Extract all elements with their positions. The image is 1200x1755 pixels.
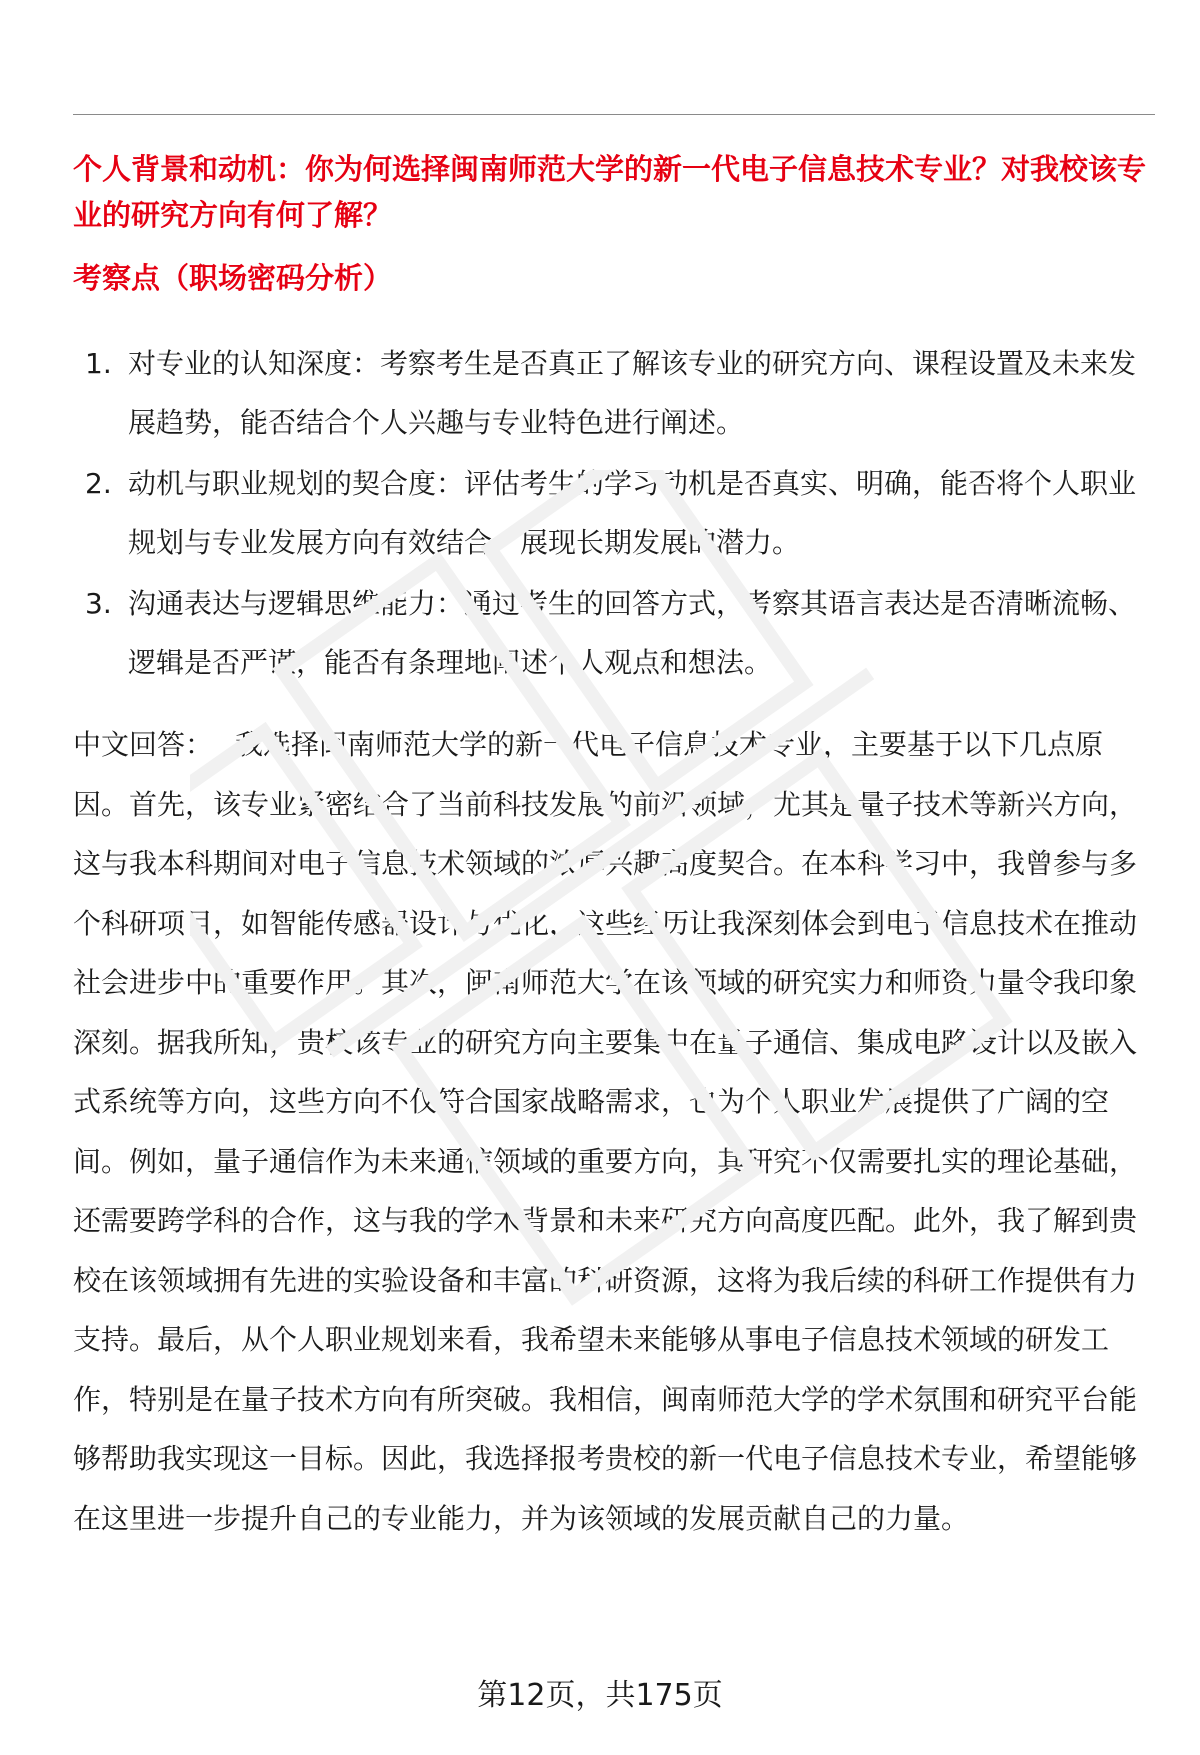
answer-label: 中文回答： bbox=[73, 728, 214, 761]
list-item-number: 1. bbox=[85, 347, 112, 380]
question-heading: 个人背景和动机：你为何选择闽南师范大学的新一代电子信息技术专业？对我校该专业的研究方向有何了解？ bbox=[73, 152, 1147, 232]
answer-paragraph bbox=[73, 715, 1158, 1548]
evaluation-points-list bbox=[73, 334, 1158, 694]
top-divider bbox=[73, 114, 1155, 115]
answer-text: 我选择闽南师范大学的新一代电子信息技术专业，主要基于以下几点原因。首先，该专业紧密结合了当前科技发展的前沿领域，尤其是量子技术等新兴方向，这与我本科期间对电子信息技术领域的浓厚兴趣高度契合。在本科学习中，我曾参与多个科研项目，如智能传感器设计与优化，这些经历让我深刻体会到电子信息技术在推动社会进步中的重要作用。其次，闽南师范大学在该领域的研究实力和师资力量令我印象深刻。据我所知，贵校该专业的研究方向主要集中在量子通信、集成电路设计以及嵌入式系统等方向，这些方向不仅符合国家战略需求，也为个人职业发展提供了广阔的空间。例如，量子通信作为未来通信领域的重要方向，其研究不仅需要扎实的理论基础，还需要跨学科的合作，这与我的学术背景和未来研究方向高度匹配。此外，我了解到贵校在该领域拥有先进的实验设备和丰富的科研资源，这将为我后续的科研工作提供有力支持。最后，从个人职业规划来看，我希望未来能够从事电子信息技术领域的研发工作，特别是在量子技术方向有所突破。我相信，闽南师范大学的学术氛围和研究平台能够帮助我实现这一目标。因此，我选择报考贵校的新一代电子信息技术专业，希望能够在这里进一步提升自己的专业能力，并为该领域的发展贡献自己的力量。 bbox=[73, 728, 1138, 1535]
list-item-text: 对专业的认知深度：考察考生是否真正了解该专业的研究方向、课程设置及未来发展趋势，能否结合个人兴趣与专业特色进行阐述。 bbox=[128, 347, 1137, 439]
list-item bbox=[73, 334, 1158, 452]
list-item-text: 沟通表达与逻辑思维能力：通过考生的回答方式，考察其语言表达是否清晰流畅、逻辑是否严谨，能否有条理地阐述个人观点和想法。 bbox=[128, 587, 1137, 679]
list-item-number: 2. bbox=[85, 467, 112, 500]
section-heading: 考察点（职场密码分析） bbox=[73, 261, 393, 295]
page-indicator: 第12页，共175页 bbox=[477, 1678, 723, 1713]
list-item bbox=[73, 454, 1158, 572]
list-item bbox=[73, 574, 1158, 692]
list-item-text: 动机与职业规划的契合度：评估考生的学习动机是否真实、明确，能否将个人职业规划与专业发展方向有效结合，展现长期发展的潜力。 bbox=[128, 467, 1137, 559]
list-item-number: 3. bbox=[85, 587, 112, 620]
